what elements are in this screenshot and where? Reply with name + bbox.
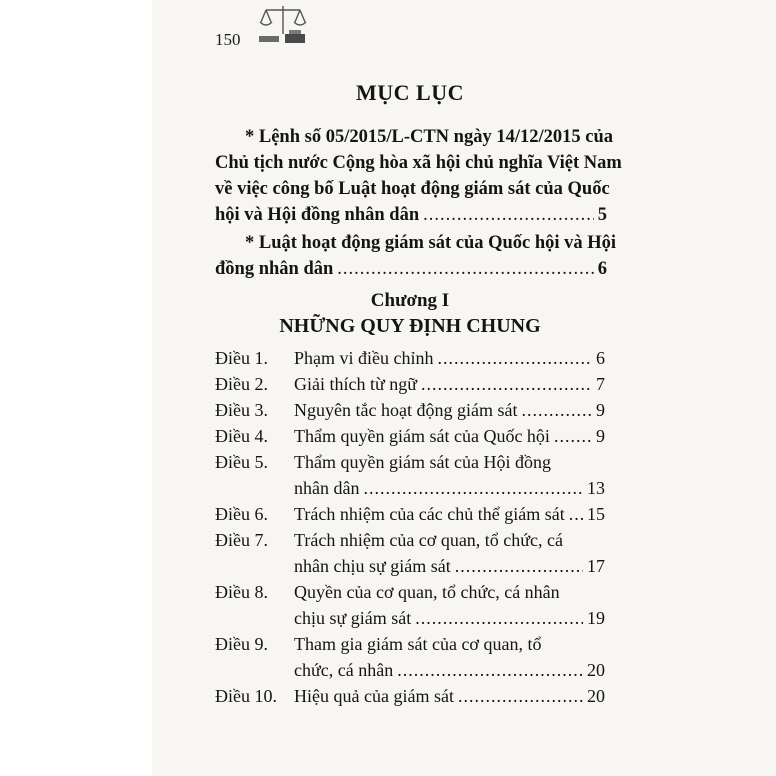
entry-line — [294, 423, 605, 449]
dot-leader — [437, 345, 592, 371]
article-label: Điều 4. — [215, 426, 268, 446]
entry-line — [294, 371, 605, 397]
entry-line — [294, 501, 605, 527]
intro-line: * Lệnh số 05/2015/L-CTN ngày 14/12/2015 của — [245, 127, 613, 147]
page-ref: 7 — [596, 374, 605, 394]
entry-line — [294, 423, 605, 449]
intro-line: về việc công bố Luật hoạt động giám sát của Quốc — [215, 179, 610, 199]
page-ref: 9 — [596, 400, 605, 420]
page-ref: 19 — [587, 608, 605, 628]
article-label: Điều 8. — [215, 582, 268, 602]
page-ref: 17 — [587, 556, 605, 576]
article-label: Điều 3. — [215, 400, 268, 420]
article-label: Điều 10. — [215, 686, 277, 706]
dot-leader — [337, 256, 593, 282]
entry-line — [294, 527, 605, 579]
entry-line — [294, 683, 605, 709]
article-label: Điều 9. — [215, 634, 268, 654]
dot-leader — [521, 397, 592, 423]
intro-line: * Luật hoạt động giám sát của Quốc hội và Hội — [245, 233, 617, 253]
chapter-title: NHỮNG QUY ĐỊNH CHUNG — [279, 315, 541, 337]
article-title: chức, cá nhân — [294, 660, 394, 680]
article-title: Quyền của cơ quan, tổ chức, cá nhân — [294, 582, 560, 602]
article-label: Điều 5. — [215, 452, 268, 472]
article-title: nhân dân — [294, 478, 360, 498]
entry-line — [294, 475, 605, 501]
dot-leader — [415, 605, 583, 631]
entry-line — [294, 579, 605, 631]
article-label: Điều 1. — [215, 348, 268, 368]
dot-leader — [423, 202, 594, 228]
intro-entry-decree — [215, 124, 622, 228]
page-ref: 6 — [596, 348, 605, 368]
article-title: Giải thích từ ngữ — [294, 374, 417, 394]
page-ref: 9 — [596, 426, 605, 446]
page-ref: 15 — [587, 504, 605, 524]
entry-line — [294, 579, 605, 605]
dot-leader — [569, 501, 583, 527]
dot-leader — [554, 423, 592, 449]
entry-line — [294, 449, 605, 501]
entry-line — [294, 449, 605, 475]
entry-line — [294, 631, 605, 683]
entry-line — [294, 397, 605, 423]
article-title: Nguyên tắc hoạt động giám sát — [294, 400, 518, 420]
entry-line — [294, 345, 605, 371]
article-title: Trách nhiệm của các chủ thể giám sát — [294, 504, 565, 524]
page-ref: 20 — [587, 686, 605, 706]
article-title: nhân chịu sự giám sát — [294, 556, 451, 576]
article-title: Thẩm quyền giám sát của Quốc hội — [294, 426, 550, 446]
entry-line — [294, 345, 605, 371]
entry-line — [294, 553, 605, 579]
chapter-label: Chương I — [370, 290, 450, 311]
dot-leader — [421, 371, 592, 397]
dot-leader — [458, 683, 583, 709]
page-ref: 6 — [597, 259, 607, 279]
article-title: Hiệu quả của giám sát — [294, 686, 454, 706]
intro-line-last: hội và Hội đồng nhân dân ..... 5 — [215, 202, 607, 228]
article-title: Tham gia giám sát của cơ quan, tổ — [294, 634, 542, 654]
dot-leader — [397, 657, 583, 683]
dot-leader — [455, 553, 583, 579]
entry-line — [294, 501, 605, 527]
page-number: 150 — [215, 30, 241, 49]
article-title: Trách nhiệm của cơ quan, tổ chức, cá — [294, 530, 564, 550]
entry-line — [294, 657, 605, 683]
entry-line — [294, 371, 605, 397]
article-title: chịu sự giám sát — [294, 608, 412, 628]
entry-line — [294, 605, 605, 631]
entry-line — [294, 631, 605, 657]
article-title: Thẩm quyền giám sát của Hội đồng — [294, 452, 551, 472]
intro-entry-law — [215, 230, 617, 282]
toc-title: MỤC LỤC — [356, 80, 464, 105]
article-label: Điều 6. — [215, 504, 268, 524]
dot-leader — [363, 475, 583, 501]
intro-line-last: đồng nhân dân ..... 6 — [215, 256, 607, 282]
article-title: Phạm vi điều chỉnh — [294, 348, 434, 368]
entry-line — [294, 397, 605, 423]
page-ref: 20 — [587, 660, 605, 680]
intro-line: Chủ tịch nước Cộng hòa xã hội chủ nghĩa Việt Nam — [215, 153, 622, 173]
article-label: Điều 7. — [215, 530, 268, 550]
entry-line — [294, 527, 605, 553]
article-label: Điều 2. — [215, 374, 268, 394]
page-ref: 13 — [587, 478, 605, 498]
scales-of-justice-icon — [256, 0, 310, 48]
page-ref: 5 — [597, 205, 607, 225]
entry-line — [294, 683, 605, 709]
